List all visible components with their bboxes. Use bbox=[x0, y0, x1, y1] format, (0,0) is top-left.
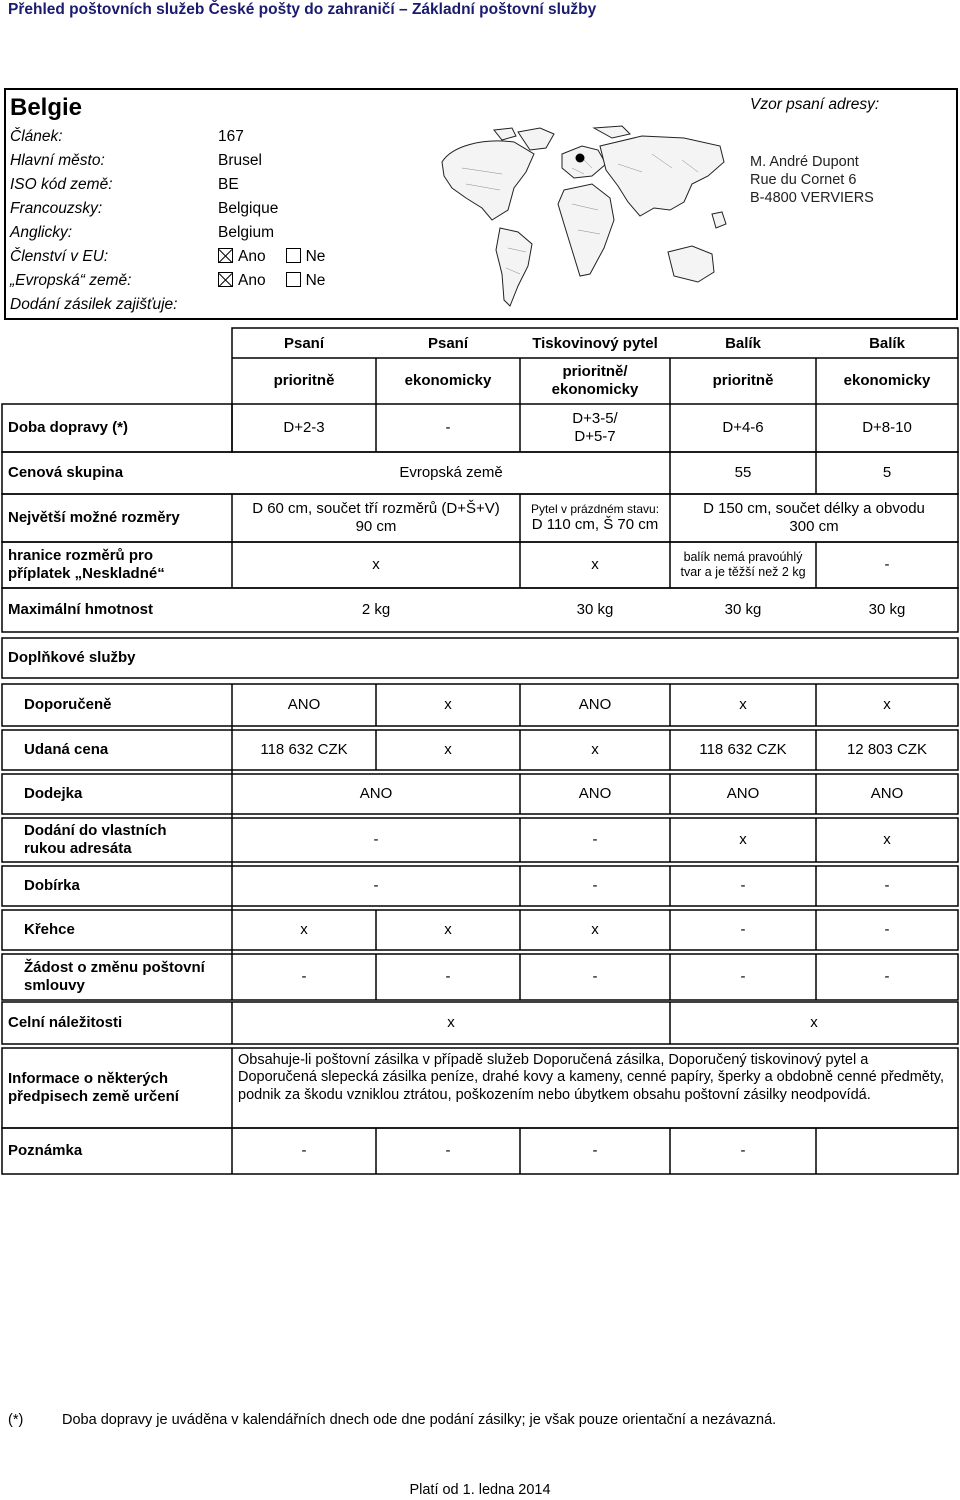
service-declared-value-v4: 118 632 CZK bbox=[699, 741, 787, 758]
service-fragile-v5: - bbox=[884, 921, 890, 938]
european-no-checkbox[interactable] bbox=[286, 272, 301, 287]
field-value-capital: Brusel bbox=[218, 152, 262, 169]
field-label-english: Anglicky: bbox=[10, 224, 73, 241]
max-weight-parcel-economy: 30 kg bbox=[868, 601, 906, 618]
address-line-1: M. André Dupont bbox=[750, 154, 859, 170]
service-fragile-v4: - bbox=[740, 921, 746, 938]
european-checkboxes bbox=[218, 272, 325, 290]
service-fragile-v3: x bbox=[591, 921, 599, 938]
field-value-english: Belgium bbox=[218, 224, 274, 241]
service-receipt-v1: ANO bbox=[359, 785, 393, 802]
european-yes-label: Ano bbox=[238, 272, 266, 289]
transport-parcel-economy: D+8-10 bbox=[862, 419, 912, 436]
header-printed-bag: Tiskovinový pytel bbox=[532, 335, 658, 352]
service-own-hands-v2: - bbox=[592, 831, 598, 848]
max-weight-bag: 30 kg bbox=[576, 601, 614, 618]
country-name: Belgie bbox=[10, 94, 83, 121]
valid-from: Platí od 1. ledna 2014 bbox=[409, 1482, 551, 1498]
country-info-box bbox=[4, 88, 958, 320]
destination-info-label: Informace o některých předpisech země určení bbox=[8, 1070, 179, 1105]
service-cod-v3: - bbox=[740, 877, 746, 894]
note-v4: - bbox=[740, 1142, 746, 1159]
header-parcel-1: Balík bbox=[725, 335, 761, 352]
service-fragile-label: Křehce bbox=[24, 921, 75, 938]
service-contract-change-label: Žádost o změnu poštovní smlouvy bbox=[24, 959, 205, 994]
service-receipt-label: Dodejka bbox=[24, 785, 83, 802]
subheader-parcel-economy: ekonomicky bbox=[843, 372, 931, 389]
max-size-bag-note: Pytel v prázdném stavu: bbox=[530, 501, 660, 516]
max-weight-letter: 2 kg bbox=[361, 601, 391, 618]
field-label-delivery: Dodání zásilek zajišťuje: bbox=[10, 296, 178, 313]
service-own-hands-v4: x bbox=[883, 831, 891, 848]
field-label-iso: ISO kód země: bbox=[10, 176, 113, 193]
field-label-european: „Evropská“ země: bbox=[10, 272, 132, 289]
service-fragile-v2: x bbox=[444, 921, 452, 938]
price-group-label: Cenová skupina bbox=[8, 464, 124, 481]
document-title: Přehled poštovních služeb České pošty do zahraničí – Základní poštovní služby bbox=[8, 1, 597, 18]
max-size-label: Největší možné rozměry bbox=[8, 509, 180, 526]
header-letter-2: Psaní bbox=[427, 335, 469, 352]
service-own-hands-v3: x bbox=[739, 831, 747, 848]
field-label-eu: Členství v EU: bbox=[10, 248, 109, 265]
service-cod-v4: - bbox=[884, 877, 890, 894]
max-size-bag bbox=[520, 494, 670, 542]
service-fragile-v1: x bbox=[300, 921, 308, 938]
eu-no-label: Ne bbox=[305, 248, 326, 265]
destination-info-text: Obsahuje-li poštovní zásilka v případě služeb Doporučená zásilka, Doporučený tiskovinový pytel a Doporučená slepecká zásilka peníze, drahé kovy a kameny, cenné papíry, šperky a obdobně cenné předměty, podnik za škodu vzniklou ztrátou, poškozením nebo úbytkem obsahu poštovní zásilky neodpovídá. bbox=[238, 1052, 945, 1103]
service-registered-v4: x bbox=[739, 696, 747, 713]
price-group-parcel-priority: 55 bbox=[734, 464, 752, 481]
service-declared-value-v2: x bbox=[444, 741, 452, 758]
european-yes-checkbox[interactable] bbox=[218, 272, 233, 287]
max-size-parcel: D 150 cm, součet délky a obvodu 300 cm bbox=[703, 500, 925, 535]
transport-letter-economy: - bbox=[445, 419, 451, 436]
customs-label: Celní náležitosti bbox=[8, 1014, 123, 1031]
address-line-2: Rue du Cornet 6 bbox=[750, 172, 857, 188]
bulky-letter: x bbox=[372, 556, 380, 573]
service-registered-v5: x bbox=[883, 696, 891, 713]
subheader-letter-economy: ekonomicky bbox=[404, 372, 492, 389]
bulky-bag: x bbox=[591, 556, 599, 573]
transport-letter-priority: D+2-3 bbox=[283, 419, 325, 436]
note-v3: - bbox=[592, 1142, 598, 1159]
customs-letters: x bbox=[447, 1014, 455, 1031]
service-registered-label: Doporučeně bbox=[24, 696, 112, 713]
bulky-label: hranice rozměrů pro příplatek „Neskladné“ bbox=[8, 547, 165, 582]
subheader-letter-priority: prioritně bbox=[273, 372, 335, 389]
footnote-text: Doba dopravy je uváděna v kalendářních dnech ode dne podání zásilky; je však pouze orientační a nezávazná. bbox=[62, 1412, 777, 1428]
service-receipt-v2: ANO bbox=[578, 785, 612, 802]
service-cod-v2: - bbox=[592, 877, 598, 894]
max-size-letter: D 60 cm, součet tří rozměrů (D+Š+V) 90 cm bbox=[252, 500, 500, 535]
service-cod-v1: - bbox=[373, 877, 379, 894]
subheader-bag-priority-economy: prioritně/ ekonomicky bbox=[551, 363, 639, 398]
field-label-capital: Hlavní město: bbox=[10, 152, 105, 169]
service-cod-label: Dobírka bbox=[24, 877, 80, 894]
note-v1: - bbox=[301, 1142, 307, 1159]
subheader-parcel-priority: prioritně bbox=[712, 372, 774, 389]
max-size-bag-value: D 110 cm, Š 70 cm bbox=[531, 516, 659, 534]
service-registered-v2: x bbox=[444, 696, 452, 713]
max-weight-parcel-priority: 30 kg bbox=[724, 601, 762, 618]
service-own-hands-v1: - bbox=[373, 831, 379, 848]
extra-services-label: Doplňkové služby bbox=[8, 649, 136, 666]
transport-parcel-priority: D+4-6 bbox=[722, 419, 764, 436]
header-letter-1: Psaní bbox=[283, 335, 325, 352]
world-map-image bbox=[422, 124, 740, 322]
note-label: Poznámka bbox=[8, 1142, 83, 1159]
footnote-mark: (*) bbox=[8, 1412, 24, 1428]
service-declared-value-v1: 118 632 CZK bbox=[260, 741, 348, 758]
eu-checkboxes bbox=[218, 248, 325, 266]
address-line-3: B-4800 VERVIERS bbox=[750, 190, 874, 206]
bulky-parcel-economy: - bbox=[884, 556, 890, 573]
eu-no-checkbox[interactable] bbox=[286, 248, 301, 263]
field-value-iso: BE bbox=[218, 176, 239, 193]
service-own-hands-label: Dodání do vlastních rukou adresáta bbox=[24, 822, 167, 857]
service-declared-value-v5: 12 803 CZK bbox=[846, 741, 928, 758]
service-registered-v1: ANO bbox=[287, 696, 321, 713]
transport-label: Doba dopravy (*) bbox=[8, 419, 129, 436]
note-v2: - bbox=[445, 1142, 451, 1159]
field-label-article: Článek: bbox=[10, 128, 63, 145]
service-contract-change-v5: - bbox=[884, 968, 890, 985]
service-contract-change-v3: - bbox=[592, 968, 598, 985]
customs-parcels: x bbox=[810, 1014, 818, 1031]
address-sample-label: Vzor psaní adresy: bbox=[750, 96, 880, 113]
service-contract-change-v1: - bbox=[301, 968, 307, 985]
bulky-parcel-priority: balík nemá pravoúhlý tvar a je těžší než 2 kg bbox=[680, 550, 806, 579]
eu-yes-checkbox[interactable] bbox=[218, 248, 233, 263]
max-weight-label: Maximální hmotnost bbox=[8, 601, 154, 618]
price-group-parcel-economy: 5 bbox=[882, 464, 892, 481]
service-receipt-v4: ANO bbox=[870, 785, 904, 802]
service-receipt-v3: ANO bbox=[726, 785, 760, 802]
field-value-french: Belgique bbox=[218, 200, 279, 217]
service-declared-value-label: Udaná cena bbox=[24, 741, 109, 758]
price-group-letters: Evropská země bbox=[399, 464, 503, 481]
service-declared-value-v3: x bbox=[591, 741, 599, 758]
header-parcel-2: Balík bbox=[869, 335, 905, 352]
transport-bag: D+3-5/ D+5-7 bbox=[572, 410, 618, 445]
service-contract-change-v4: - bbox=[740, 968, 746, 985]
service-contract-change-v2: - bbox=[445, 968, 451, 985]
field-label-french: Francouzsky: bbox=[10, 200, 103, 217]
european-no-label: Ne bbox=[305, 272, 326, 289]
eu-yes-label: Ano bbox=[238, 248, 266, 265]
service-registered-v3: ANO bbox=[578, 696, 612, 713]
field-value-article: 167 bbox=[218, 128, 244, 145]
